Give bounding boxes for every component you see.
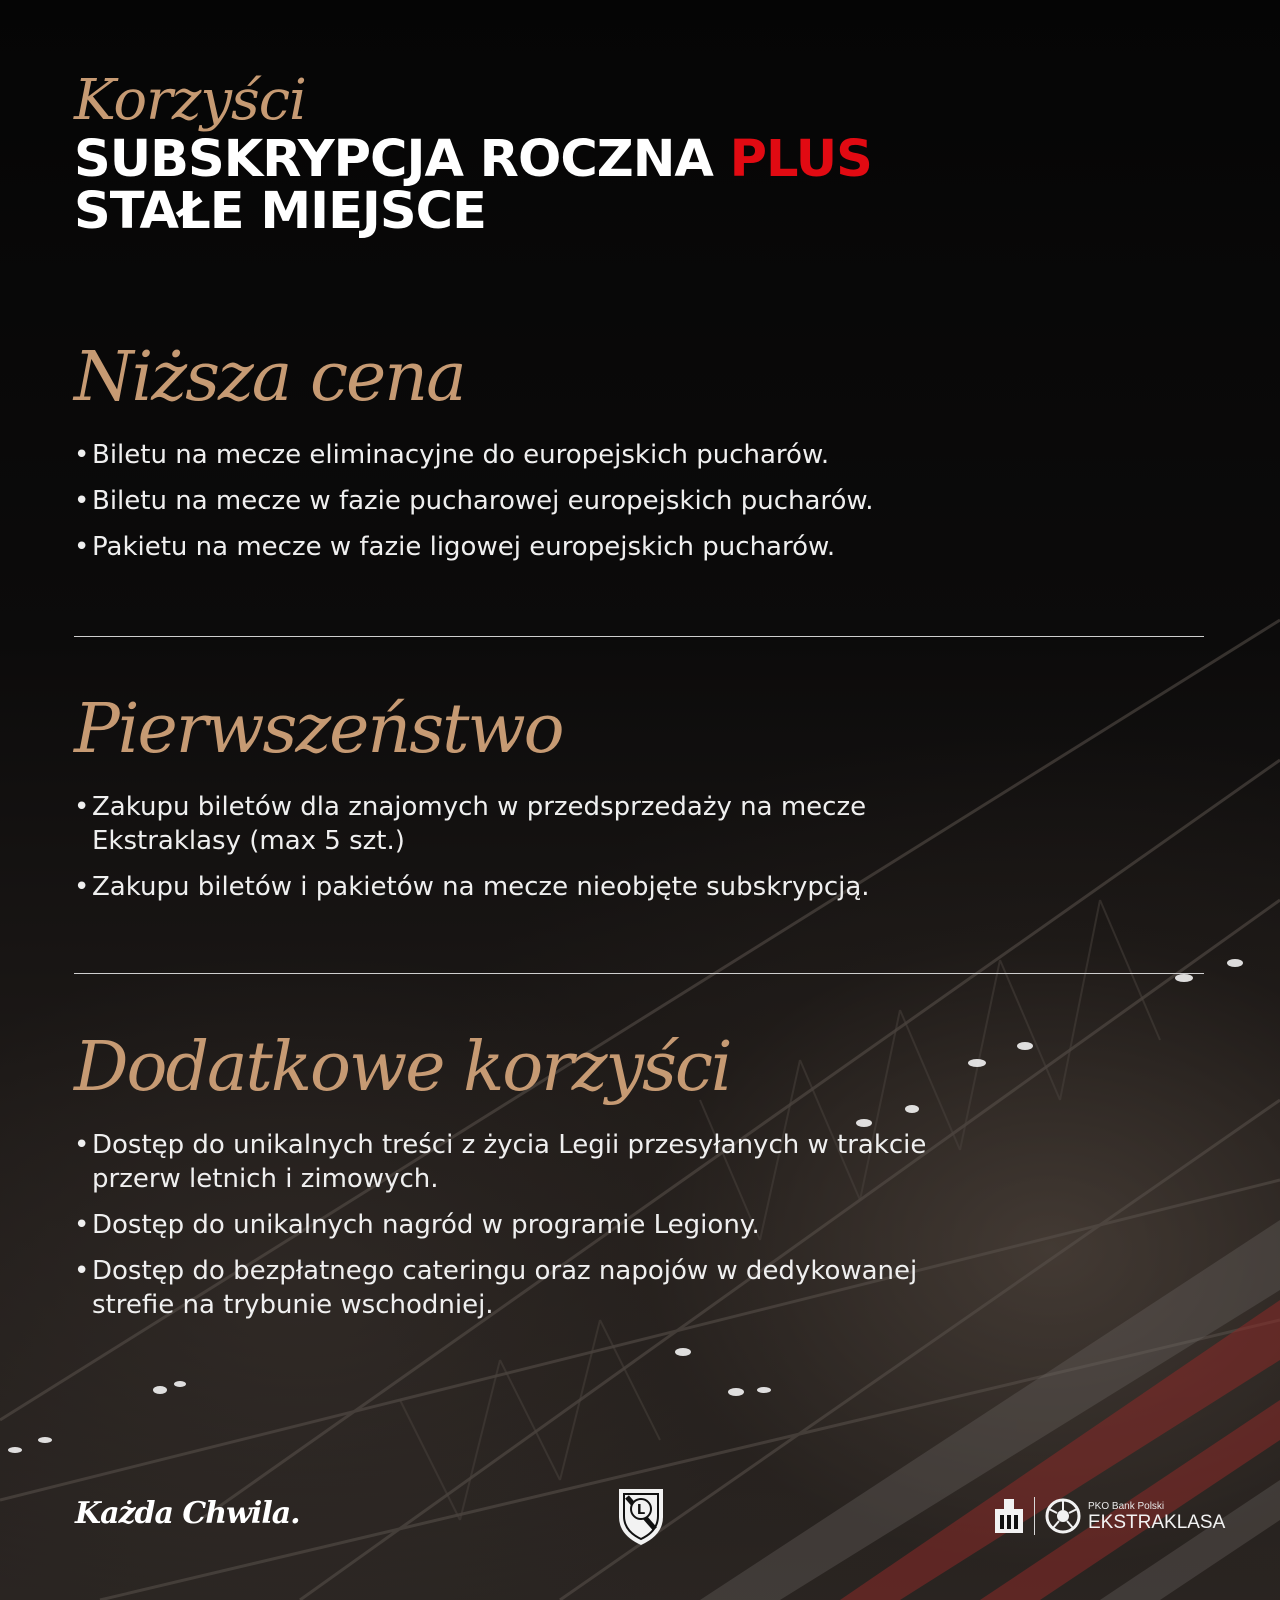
list-item-text: Dostęp do unikalnych treści z życia Legii przesyłanych w trakcie przerw letnich i zimowych. bbox=[92, 1130, 927, 1194]
title-plus-accent: PLUS bbox=[729, 130, 872, 189]
bullet-icon: • bbox=[74, 486, 90, 516]
section-divider bbox=[74, 973, 1204, 974]
pko-logo-icon bbox=[994, 1497, 1024, 1535]
sponsor-small-text: PKO Bank Polski bbox=[1088, 1501, 1165, 1512]
header bbox=[74, 68, 872, 241]
section-pierwszenstwo bbox=[74, 688, 1204, 916]
bullet-icon: • bbox=[74, 1130, 90, 1160]
footer-slogan: Każda Chwila. bbox=[75, 1496, 300, 1531]
list-item bbox=[74, 1254, 1004, 1322]
section-title: Pierwszeństwo bbox=[74, 690, 563, 769]
title-line-1 bbox=[74, 130, 872, 189]
list-item-text: Zakupu biletów i pakietów na mecze nieobjęte subskrypcją. bbox=[92, 872, 870, 902]
bullet-icon: • bbox=[74, 532, 90, 562]
bullet-icon: • bbox=[74, 872, 90, 902]
bullet-list bbox=[74, 1128, 1004, 1322]
sponsor-logos bbox=[994, 1495, 1226, 1539]
crest-letter: L bbox=[636, 1503, 646, 1518]
list-item-text: Pakietu na mecze w fazie ligowej europejskich pucharów. bbox=[92, 532, 836, 562]
list-item bbox=[74, 1208, 1004, 1242]
list-item-text: Dostęp do unikalnych nagród w programie Legiony. bbox=[92, 1210, 760, 1240]
list-item bbox=[74, 870, 934, 904]
section-title: Dodatkowe korzyści bbox=[74, 1028, 731, 1107]
sponsor-big-text: EKSTRAKLASA bbox=[1088, 1512, 1226, 1533]
title-line-2: STAŁE MIEJSCE bbox=[74, 182, 486, 241]
list-item bbox=[74, 438, 1204, 472]
list-item bbox=[74, 484, 1204, 518]
list-item-text: Dostęp do bezpłatnego cateringu oraz napojów w dedykowanej strefie na trybunie wschodniej. bbox=[92, 1256, 918, 1320]
bullet-icon: • bbox=[74, 1210, 90, 1240]
bullet-icon: • bbox=[74, 440, 90, 470]
title-main: SUBSKRYPCJA ROCZNA bbox=[74, 130, 730, 189]
bullet-list bbox=[74, 790, 934, 904]
list-item-text: Zakupu biletów dla znajomych w przedsprzedaży na mecze Ekstraklasy (max 5 szt.) bbox=[92, 792, 867, 856]
legia-crest-icon bbox=[615, 1483, 667, 1547]
list-item-text: Biletu na mecze w fazie pucharowej europejskich pucharów. bbox=[92, 486, 874, 516]
header-kicker: Korzyści bbox=[74, 68, 306, 133]
section-divider bbox=[74, 636, 1204, 637]
list-item-text: Biletu na mecze eliminacyjne do europejskich pucharów. bbox=[92, 440, 830, 470]
bullet-icon: • bbox=[74, 792, 90, 822]
list-item bbox=[74, 530, 1204, 564]
ekstraklasa-ball-icon bbox=[1044, 1497, 1082, 1535]
list-item bbox=[74, 1128, 1004, 1196]
bullet-list bbox=[74, 438, 1204, 564]
section-dodatkowe-korzysci bbox=[74, 1026, 1204, 1334]
section-nizsza-cena bbox=[74, 336, 1204, 576]
list-item bbox=[74, 790, 934, 858]
bullet-icon: • bbox=[74, 1256, 90, 1286]
section-title: Niższa cena bbox=[74, 338, 465, 417]
sponsor-divider bbox=[1034, 1497, 1035, 1535]
